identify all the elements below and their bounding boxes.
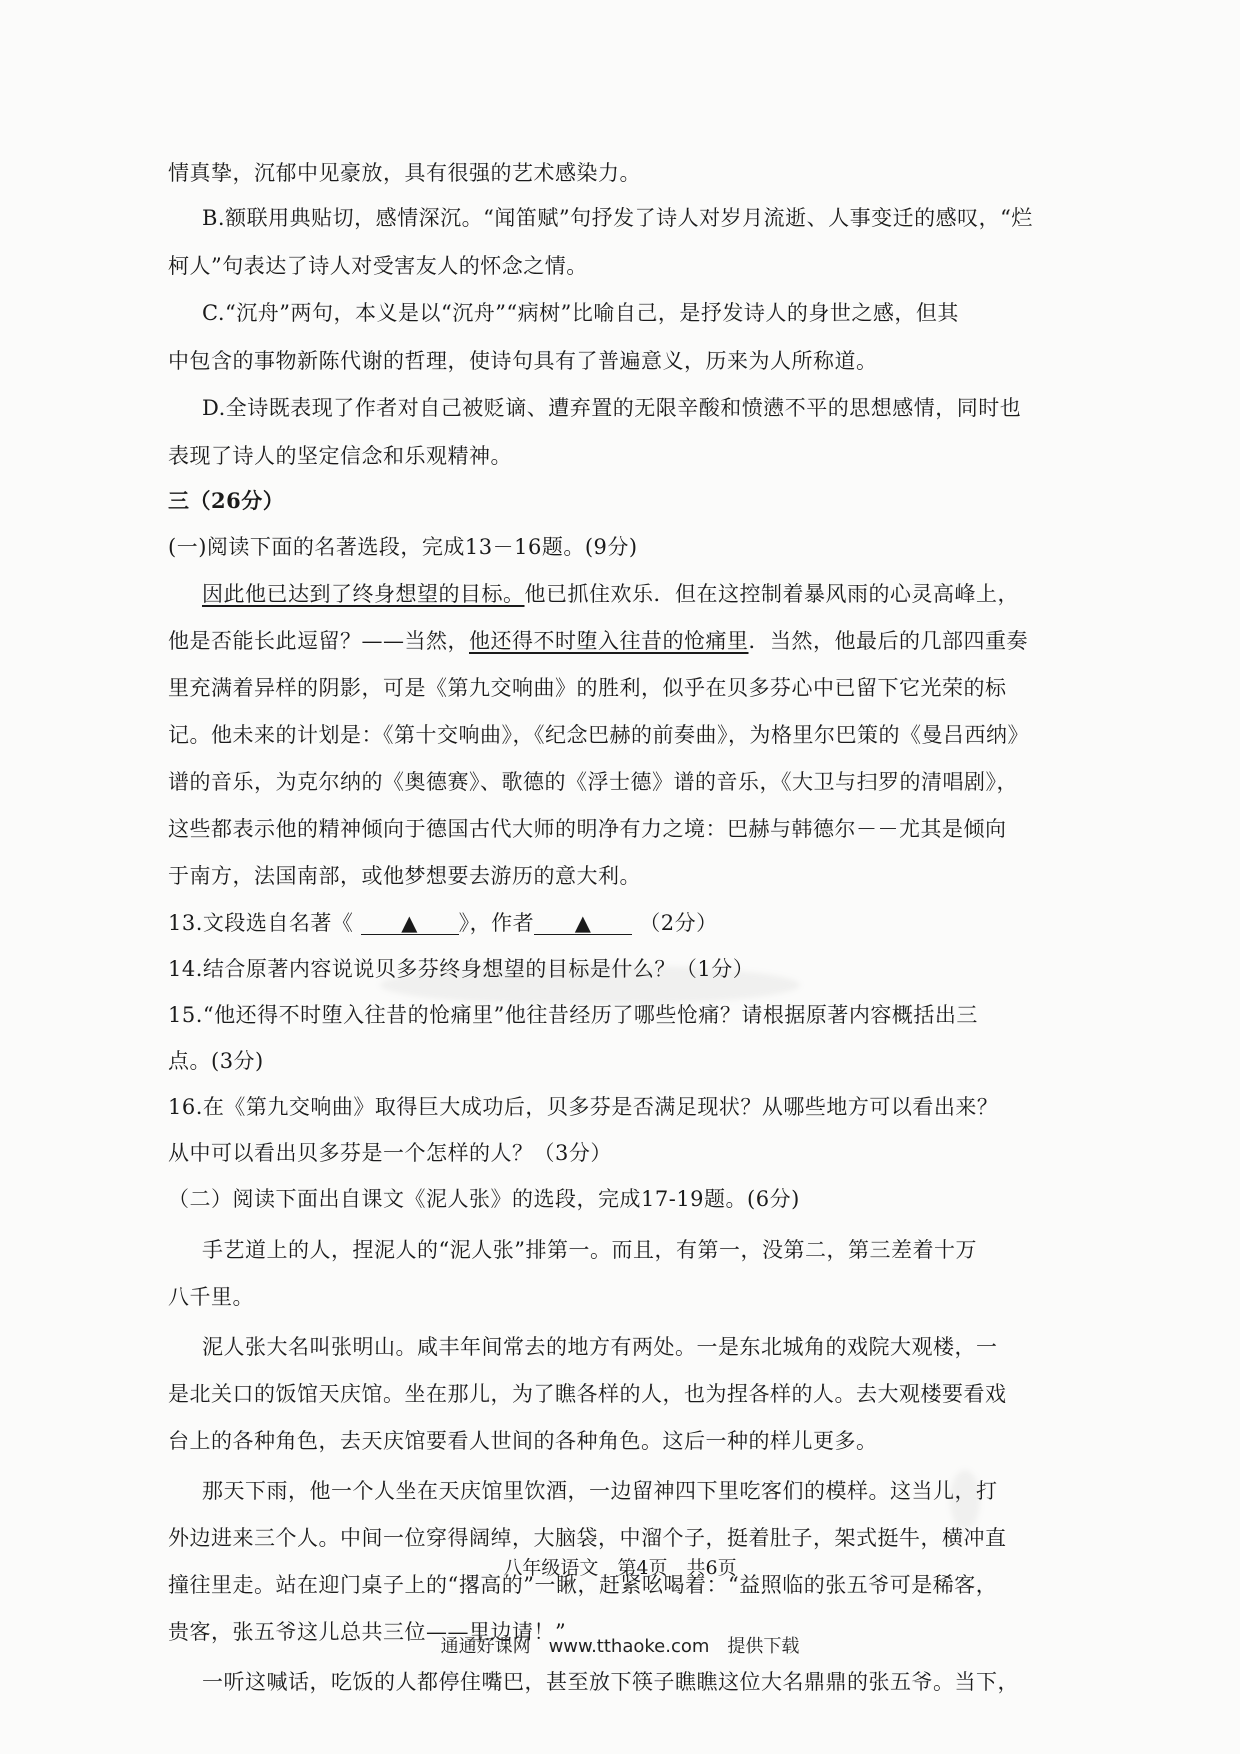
section-heading: 三（26分） [168, 488, 285, 513]
question-16-line2: 从中可以看出贝多芬是一个怎样的人？（3分） [168, 1141, 612, 1165]
passage1-line1 [202, 581, 1019, 608]
passage2-line: 一听这喊话，吃饭的人都停住嘴巴，甚至放下筷子瞧瞧这位大名鼎鼎的张五爷。当下， [202, 1670, 1019, 1694]
q13-score: （2分） [639, 911, 718, 935]
option-c-line2: 中包含的事物新陈代谢的哲理，使诗句具有了普遍意义，历来为人所称道。 [168, 349, 878, 373]
question-14: 14.结合原著内容说说贝多芬终身想望的目标是什么？（1分） [168, 957, 755, 981]
passage-text: ．当然，他最后的几部四重奏 [748, 629, 1028, 653]
text-line: 情真挚，沉郁中见豪放，具有很强的艺术感染力。 [168, 161, 641, 185]
page-footer: 八年级语文 第4页 共6页 [503, 1557, 737, 1579]
part-one-intro: (一)阅读下面的名著选段，完成13－16题。(9分) [168, 535, 638, 559]
passage2-line: 泥人张大名叫张明山。咸丰年间常去的地方有两处。一是东北城角的戏院大观楼，一 [202, 1335, 998, 1359]
passage2-line: 是北关口的饭馆天庆馆。坐在那儿，为了瞧各样的人，也为捏各样的人。去大观楼要看戏 [168, 1382, 1007, 1406]
passage1-line4: 记。他未来的计划是：《第十交响曲》，《纪念巴赫的前奏曲》，为格里尔巴策的《曼吕西纳》 [168, 723, 1029, 747]
passage1-line3: 里充满着异样的阴影，可是《第九交响曲》的胜利，似乎在贝多芬心中已留下它光荣的标 [168, 676, 1007, 700]
passage2-line: 手艺道上的人，捏泥人的“泥人张”排第一。而且，有第一，没第二，第三差着十万 [202, 1238, 977, 1262]
passage2-line: 外边进来三个人。中间一位穿得阔绰，大脑袋，中溜个子，挺着肚子，架式挺牛，横冲直 [168, 1526, 1007, 1550]
passage1-line6: 这些都表示他的精神倾向于德国古代大师的明净有力之境：巴赫与韩德尔－－尤其是倾向 [168, 817, 1007, 841]
part-two-intro: （二）阅读下面出自课文《泥人张》的选段，完成17-19题。(6分) [168, 1187, 800, 1211]
question-16-line1: 16.在《第九交响曲》取得巨大成功后，贝多芬是否满足现状？从哪些地方可以看出来？ [168, 1095, 999, 1119]
answer-blank[interactable]: ▲ [361, 912, 459, 935]
passage-text: 他已抓住欢乐．但在这控制着暴风雨的心灵高峰上， [524, 582, 1019, 606]
passage2-line: 贵客，张五爷这儿总共三位——里边请！” [168, 1620, 567, 1644]
option-c-line1: C.“沉舟”两句，本义是以“沉舟”“病树”比喻自己，是抒发诗人的身世之感，但其 [202, 301, 959, 325]
passage1-line5: 谱的音乐，为克尔纳的《奥德赛》、歌德的《浮士德》谱的音乐，《大卫与扫罗的清唱剧》， [168, 770, 1018, 794]
option-d-line2: 表现了诗人的坚定信念和乐观精神。 [168, 444, 512, 468]
option-d-line1: D.全诗既表现了作者对自己被贬谪、遭弃置的无限辛酸和愤懑不平的思想感情，同时也 [202, 396, 1022, 420]
passage2-line: 八千里。 [168, 1285, 254, 1309]
answer-blank[interactable]: ▲ [534, 912, 632, 935]
question-13 [168, 910, 718, 937]
underlined-phrase: 因此他已达到了终身想望的目标。 [202, 582, 525, 606]
underlined-phrase: 他还得不时堕入往昔的怆痛里 [469, 629, 749, 653]
question-15-line1: 15.“他还得不时堕入往昔的怆痛里”他往昔经历了哪些怆痛？请根据原著内容概括出三 [168, 1003, 978, 1027]
q13-prefix: 13.文段选自名著《 [168, 911, 354, 935]
passage2-line: 那天下雨，他一个人坐在天庆馆里饮酒，一边留神四下里吃客们的模样。这当儿，打 [202, 1479, 998, 1503]
passage2-line: 台上的各种角色，去天庆馆要看人世间的各种角色。这后一种的样儿更多。 [168, 1429, 878, 1453]
passage1-line2 [168, 628, 1028, 655]
passage2-line: 撞往里走。站在迎门桌子上的“撂高的”一瞅，赶紧吆喝着：“益照临的张五爷可是稀客， [168, 1573, 998, 1597]
option-b-line2: 柯人”句表达了诗人对受害友人的怀念之情。 [168, 254, 588, 278]
passage1-line7: 于南方，法国南部，或他梦想要去游历的意大利。 [168, 864, 641, 888]
download-watermark: 通通好课网 www.tthaoke.com 提供下载 [440, 1636, 800, 1657]
passage-text: 他是否能长此逗留？——当然， [168, 629, 469, 653]
question-15-line2: 点。(3分) [168, 1049, 264, 1073]
q13-middle: 》，作者 [458, 911, 535, 935]
option-b-line1: B.额联用典贴切，感情深沉。“闻笛赋”句抒发了诗人对岁月流逝、人事变迁的感叹，“烂 [202, 206, 1033, 230]
